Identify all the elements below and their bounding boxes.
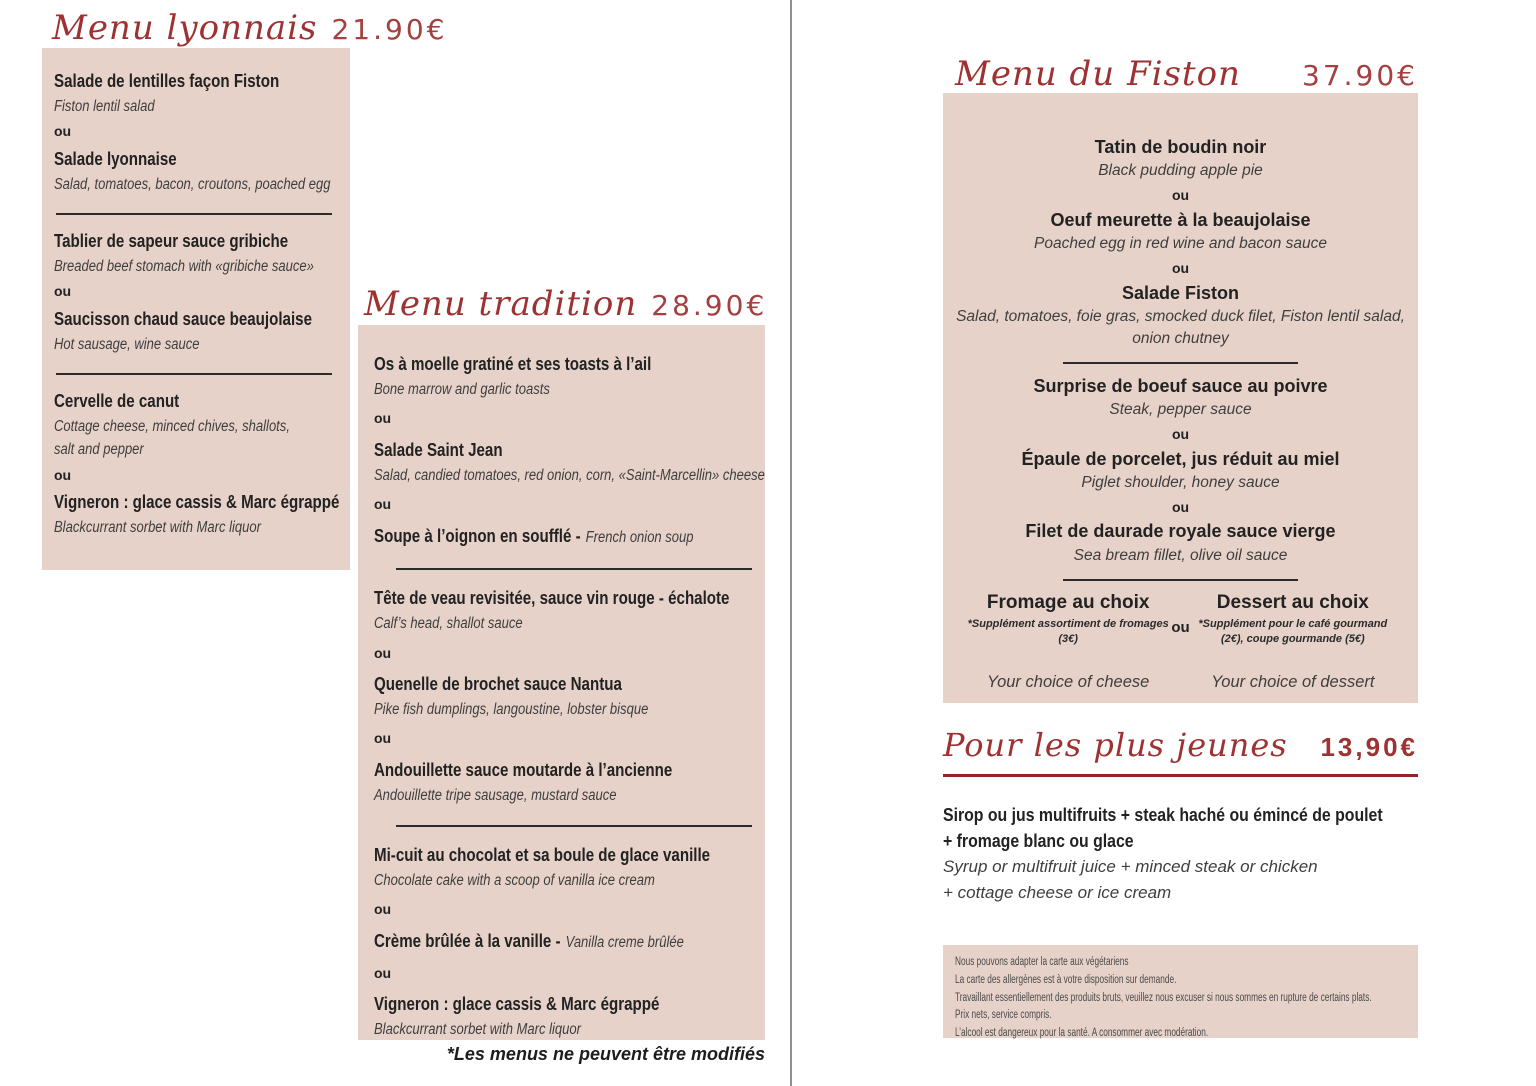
dish-description: Salad, tomatoes, foie gras, smocked duck filet, Fiston lentil salad, onion chutney xyxy=(956,307,1405,347)
kids-menu-price: 13,90€ xyxy=(1320,732,1418,762)
or-label: ou xyxy=(374,964,392,981)
or-label: ou xyxy=(54,123,72,140)
kids-menu-translation: + cottage cheese or ice cream xyxy=(943,882,1172,902)
menu-tradition-title xyxy=(364,284,768,324)
dish-name: Quenelle de brochet sauce Nantua xyxy=(374,674,622,695)
dish xyxy=(54,306,340,356)
menu-lyonnais-title-text: Menu lyonnais xyxy=(52,8,318,48)
menus-footnote: *Les menus ne peuvent être modifiés xyxy=(446,1044,765,1064)
kids-menu-line: Sirop ou jus multifruits + steak haché ou émincé de poulet xyxy=(943,805,1383,825)
dessert-choice-note: *Supplément pour le café gourmand (2€), coupe gourmande (5€) xyxy=(1198,618,1388,646)
dish xyxy=(54,388,340,462)
dish xyxy=(374,437,765,487)
or-label: ou xyxy=(54,466,72,483)
note-line: La carte des allergènes est à votre disposition sur demande. xyxy=(955,973,1177,986)
dish xyxy=(54,489,340,539)
section-divider xyxy=(396,825,752,827)
dish xyxy=(374,523,694,551)
or-label: ou xyxy=(1171,498,1190,515)
dessert-choice-title: Dessert au choix xyxy=(1216,591,1369,613)
dish-name: Filet de daurade royale sauce vierge xyxy=(1025,521,1336,542)
dish-name: Os à moelle gratiné et ses toasts à l’ail xyxy=(374,354,652,374)
dish xyxy=(374,671,751,721)
dish-description: Vanilla creme brûlée xyxy=(565,934,684,952)
dish-description: Piglet shoulder, honey sauce xyxy=(1081,473,1280,491)
dish-description: Calf’s head, shallot sauce xyxy=(374,615,523,633)
dish-description: Hot sausage, wine sauce xyxy=(54,335,200,353)
dish xyxy=(374,928,691,956)
menu-lyonnais-title xyxy=(52,8,447,48)
menu-fiston-title-text: Menu du Fiston xyxy=(955,54,1241,94)
or-label: ou xyxy=(374,730,392,747)
dish-name: Soupe à l’oignon en soufflé - xyxy=(374,525,581,546)
or-label: ou xyxy=(1171,187,1190,204)
dish-name: Vigneron : glace cassis & Marc égrappé xyxy=(54,492,340,513)
dish-description: Steak, pepper sauce xyxy=(1109,400,1252,418)
dish-name: Crème brûlée à la vanille - xyxy=(374,931,561,952)
dish xyxy=(54,228,340,278)
or-label: ou xyxy=(1171,618,1190,636)
menu-lyonnais-price: 21.90€ xyxy=(331,13,448,46)
dish-description: Sea bream fillet, olive oil sauce xyxy=(1073,546,1288,564)
dish xyxy=(953,135,1408,182)
dish xyxy=(54,68,340,118)
menu-lyonnais-panel xyxy=(42,48,350,570)
dish-description: Fiston lentil salad xyxy=(54,98,155,115)
dish xyxy=(374,757,751,807)
dish-name: Salade lyonnaise xyxy=(54,148,177,169)
dish xyxy=(953,519,1408,566)
menu-lyonnais-items xyxy=(54,68,340,540)
menu-fiston-price: 37.90€ xyxy=(1302,59,1418,92)
note-line: Travaillant essentiellement des produits bruts, veuillez nous excuser si nous sommes en rupture de certains plats. xyxy=(955,991,1372,1004)
dish-description: Salad, tomatoes, bacon, croutons, poached egg xyxy=(54,175,331,193)
dish-name: Salade Saint Jean xyxy=(374,439,503,460)
dish-description: salt and pepper xyxy=(54,441,144,459)
dish xyxy=(953,208,1408,255)
dish-description: Chocolate cake with a scoop of vanilla ice cream xyxy=(374,872,655,890)
menu-tradition-title-text: Menu tradition xyxy=(364,284,638,324)
dish-description: Pike fish dumplings, langoustine, lobster bisque xyxy=(374,701,649,719)
or-label: ou xyxy=(1171,259,1190,276)
menu-tradition-panel xyxy=(358,325,765,1040)
or-label: ou xyxy=(1171,425,1190,442)
page-divider xyxy=(790,0,792,1086)
dish-description: Blackcurrant sorbet with Marc liquor xyxy=(54,519,261,537)
dish-name: Saucisson chaud sauce beaujolaise xyxy=(54,308,312,329)
cheese-choice-title: Fromage au choix xyxy=(986,591,1150,613)
menu-tradition-items xyxy=(374,351,765,1042)
dessert-choice xyxy=(1190,591,1396,692)
dish xyxy=(953,281,1408,350)
dish-name: Tatin de boudin noir xyxy=(1094,137,1267,157)
dish-description: Andouillette tripe sausage, mustard sauce xyxy=(374,786,617,804)
dish-name: Salade de lentilles façon Fiston xyxy=(54,71,280,91)
dish-name: Tête de veau revisitée, sauce vin rouge - échalote xyxy=(374,588,730,609)
note-line: L’alcool est dangereux pour la santé. A consommer avec modération. xyxy=(955,1027,1209,1040)
kids-menu-translation: Syrup or multifruit juice + minced steak or chicken xyxy=(943,857,1318,877)
dish xyxy=(953,374,1408,421)
dish xyxy=(54,146,340,196)
menu-fiston-title xyxy=(955,54,1418,94)
dish-name: Vigneron : glace cassis & Marc égrappé xyxy=(374,994,660,1015)
dish-description: Cottage cheese, minced chives, shallots, xyxy=(54,418,290,436)
cheese-choice-subtitle: Your choice of cheese xyxy=(986,672,1150,691)
kids-menu-title xyxy=(943,726,1418,777)
dish-name: Tablier de sapeur sauce gribiche xyxy=(54,231,289,252)
dish-description: Salad, candied tomatoes, red onion, corn, «Saint-Marcellin» cheese xyxy=(374,466,765,484)
dish-description: Black pudding apple pie xyxy=(1098,162,1263,180)
dessert-choice-subtitle: Your choice of dessert xyxy=(1211,672,1375,691)
section-divider xyxy=(1063,579,1298,581)
cheese-choice xyxy=(965,591,1171,692)
section-divider xyxy=(1063,362,1298,364)
kids-menu-title-text: Pour les plus jeunes xyxy=(943,726,1288,764)
or-label: ou xyxy=(374,410,392,427)
dish xyxy=(374,585,751,635)
dish-name: Salade Fiston xyxy=(1121,282,1240,303)
section-divider xyxy=(396,568,752,570)
dish-description: Blackcurrant sorbet with Marc liquor xyxy=(374,1021,581,1039)
dish-description: Poached egg in red wine and bacon sauce xyxy=(1034,234,1327,252)
section-divider xyxy=(56,213,332,215)
dish-name: Mi-cuit au chocolat et sa boule de glace vanille xyxy=(374,845,711,866)
dish-name: Épaule de porcelet, jus réduit au miel xyxy=(1021,448,1340,469)
dish xyxy=(374,351,751,401)
dish-name: Oeuf meurette à la beaujolaise xyxy=(1050,209,1311,230)
cheese-dessert-row xyxy=(953,591,1408,692)
dish-name: Andouillette sauce moutarde à l’ancienne xyxy=(374,759,673,780)
or-label: ou xyxy=(374,496,392,513)
section-divider xyxy=(56,373,332,375)
dish-name: Cervelle de canut xyxy=(54,391,180,412)
dish-description: French onion soup xyxy=(585,528,694,546)
dish-description: Bone marrow and garlic toasts xyxy=(374,381,550,398)
menu-fiston-items xyxy=(953,135,1408,581)
note-line: Nous pouvons adapter la carte aux végétariens xyxy=(955,956,1129,968)
or-label: ou xyxy=(374,901,392,918)
menu-tradition-price: 28.90€ xyxy=(651,289,768,322)
dish xyxy=(374,842,751,892)
notes-panel xyxy=(943,945,1418,1038)
kids-menu-description xyxy=(943,802,1418,905)
kids-menu-line: + fromage blanc ou glace xyxy=(943,831,1134,852)
note-line: Prix nets, service compris. xyxy=(955,1009,1052,1022)
dish-description: Breaded beef stomach with «gribiche sauce» xyxy=(54,258,314,276)
menu-fiston-panel xyxy=(943,93,1418,703)
cheese-choice-note: *Supplément assortiment de fromages (3€) xyxy=(967,618,1169,646)
dish xyxy=(374,991,751,1041)
or-label: ou xyxy=(54,283,72,300)
dish xyxy=(953,447,1408,494)
or-label: ou xyxy=(374,644,392,661)
dish-name: Surprise de boeuf sauce au poivre xyxy=(1033,375,1328,396)
